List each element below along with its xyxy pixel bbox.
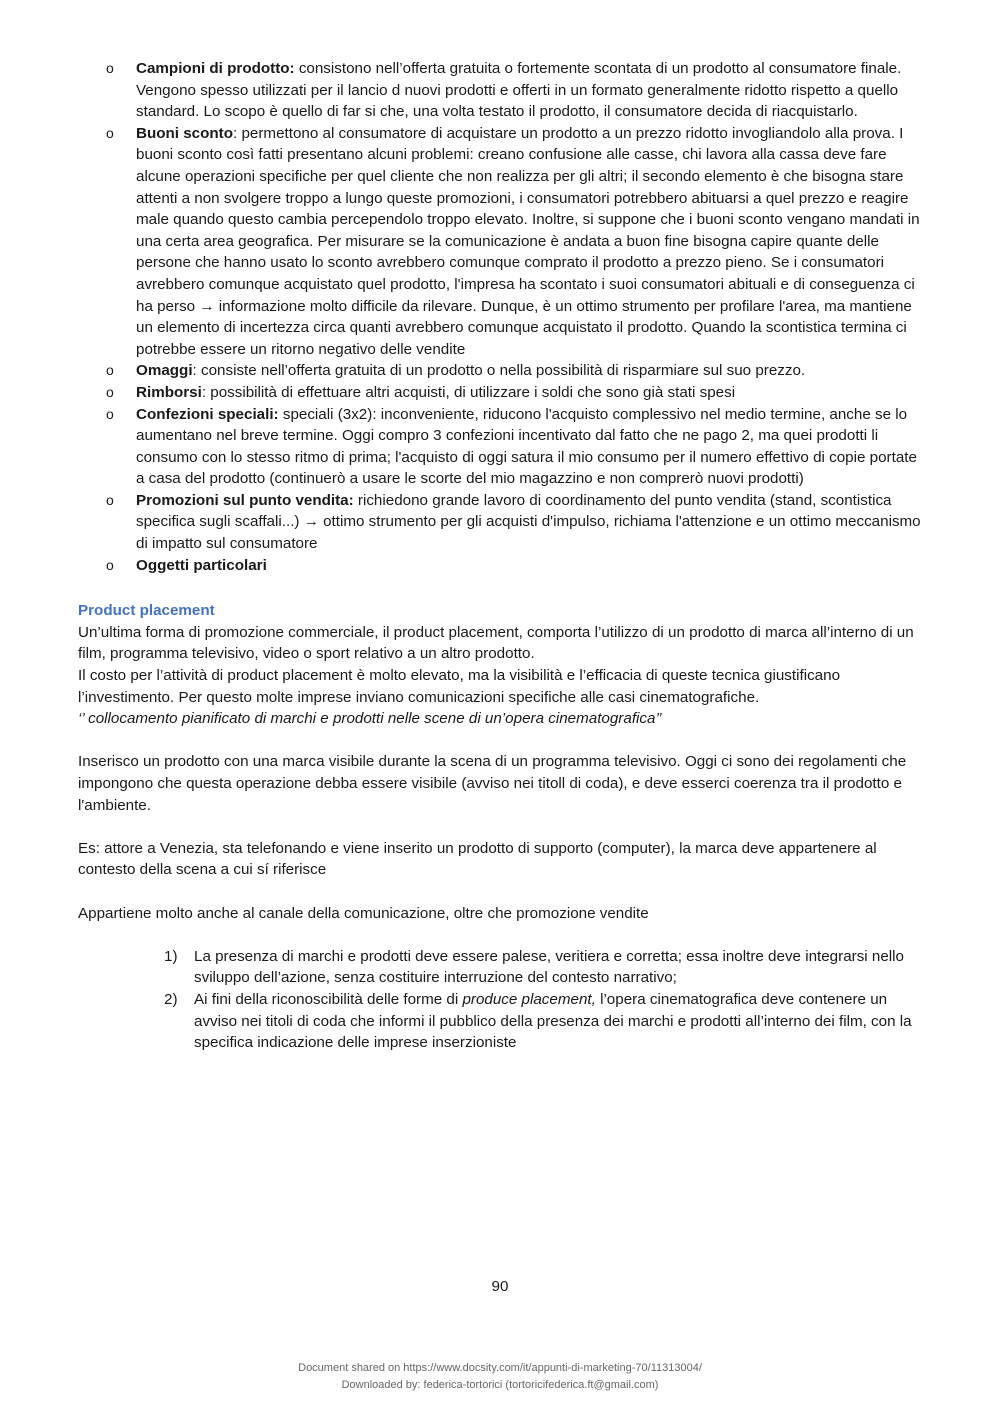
numbered-item — [78, 989, 924, 1054]
paragraph: Es: attore a Venezia, sta telefonando e viene inserito un prodotto di supporto (computer), la marca deve appartenere al contesto della scena a cui sí riferisce — [78, 839, 877, 879]
spacer — [78, 816, 924, 838]
item-text: : consiste nell’offerta gratuita di un prodotto o nella possibilità di risparmiare sul suo prezzo. — [192, 362, 806, 380]
item-title: Confezioni speciali: — [136, 405, 279, 423]
spacer — [78, 881, 924, 903]
spacer — [78, 730, 924, 752]
paragraph: Appartiene molto anche al canale della comunicazione, oltre che promozione vendite — [78, 904, 649, 922]
item-text: richiedono grande lavoro di coordinamento del punto vendita (stand, scontistica specifica sugli scaffali...) → ottimo strumento per gli acquisti d'impulso, richiama l'attenzione e un ottimo meccanismo di impatto sul consumatore — [136, 491, 921, 553]
document-body — [78, 58, 924, 1054]
paragraph: Il costo per l’attività di product placement è molto elevato, ma la visibilità e l’efficacia di queste tecnica giustificano l’investimento. Per questo molte imprese inviano comunicazioni specifiche alle casi cinematografiche. — [78, 667, 841, 706]
footer-share-link[interactable]: Document shared on https://www.docsity.com/it/appunti-di-marketing-70/11313004/ — [298, 1362, 702, 1374]
bullet-marker: o — [106, 362, 114, 379]
item-title: Rimborsi — [136, 383, 202, 401]
spacer — [78, 924, 924, 946]
page-number: 90 — [491, 1278, 509, 1295]
item-text: : possibilità di effettuare altri acquisti, di utilizzare i soldi che sono già stati spesi — [201, 383, 736, 401]
item-number: 2) — [164, 990, 178, 1008]
list-item — [78, 360, 924, 382]
list-item — [78, 555, 924, 577]
rules-list — [78, 946, 924, 1054]
item-title: Oggetti particolari — [136, 556, 267, 574]
bullet-marker: o — [106, 124, 114, 141]
bullet-marker: o — [106, 383, 114, 400]
item-text: : permettono al consumatore di acquistare un prodotto a un prezzo ridotto invogliandolo alla prova. I buoni sconto così fatti presentano alcuni problemi: creano confusione alle casse, chi lavora alla cassa deve fare alcune operazioni specifiche per quel cliente che non realizza per gli altri; il secondo elemento è che bisogna stare attenti a non svolgere troppo a lungo queste promozioni, i consumatori potrebbero abituarsi a quel prezzo e reagire male quando questo cambia percependolo troppo elevato. Inoltre, si suppone che i buoni sconto vengano mandati in una certa area geografica. Per misurare se la comunicazione è andata a buon fine bisogna capire quante delle persone che hanno usato lo sconto avrebbero comunque comprato il prodotto a prezzo pieno. Se i consumatori avrebbero comunque acquistato quel prodotto, l'impresa ha scontato i suoi consumatori abituali e di conseguenza ci ha perso → informazione molto difficile da rilevare. Dunque, è un ottimo strumento per profilare l'area, ma mantiene un elemento di incertezza circa quanti avrebbero comunque acquistato il prodotto. Quando la scontistica termina ci potrebbe essere un ritorno negativo delle vendite — [136, 124, 920, 358]
item-text: consistono nell’offerta gratuita o fortemente scontata di un prodotto al consumatore finale. Vengono spesso utilizzati per il lancio d nuovi prodotti e offerti in un formato generalmente ridotto rispetto a quello standard. Lo scopo è quello di far si che, una volta testato il prodotto, il consumatore decida di riacquistarlo. — [136, 60, 902, 121]
paragraph: Un’ultima forma di promozione commerciale, il product placement, comporta l’utilizzo di un prodotto di marca all’interno di un film, programma televisivo, video o sport relativo a un altro prodotto. — [78, 623, 914, 663]
list-item — [78, 404, 924, 490]
item-title: Campioni di prodotto: — [136, 60, 295, 77]
item-text-italic: produce placement, — [462, 990, 596, 1008]
item-title: Buoni sconto — [136, 124, 234, 142]
item-text: speciali (3x2): inconveniente, riducono l'acquisto complessivo nel medio termine, anche se lo aumentano nel breve termine. Oggi compro 3 confezioni incentivato dal fatto che ne pago 2, ma quei prodotti li consumo con lo stesso ritmo di prima; l'acquisto di oggi satura il mio consumo per il numero effettivo di copie portate a casa del prodotto (continuerò a usare le scorte del mio magazzino e non comprerò nuovi prodotti) — [136, 405, 917, 488]
list-item — [78, 58, 924, 123]
item-text-pre: Ai fini della riconoscibilità delle forme di — [194, 990, 463, 1008]
item-text: La presenza di marchi e prodotti deve essere palese, veritiera e corretta; essa inoltre deve integrarsi nello sviluppo dell’azione, senza costituire interruzione del contesto narrativo; — [194, 947, 904, 987]
item-text-post: l’opera cinematografica deve contenere un avviso nei titoli di coda che informi il pubblico della presenza dei marchi e prodotti all’interno dei film, con la specifica indicazione delle imprese inserzioniste — [194, 990, 912, 1052]
numbered-item — [78, 946, 924, 989]
paragraph: Inserisco un prodotto con una marca visibile durante la scena di un programma televisivo. Oggi ci sono dei regolamenti che impongono che questa operazione debba essere visibile (avviso nei titoll di coda), e deve esserci coerenza tra il prodotto e l'ambiente. — [78, 753, 907, 814]
bullet-marker: o — [106, 491, 114, 508]
definition-quote: ‘’ collocamento pianificato di marchi e prodotti nelle scene di un’opera cinematografica’’ — [78, 710, 662, 728]
item-title: Omaggi — [136, 362, 193, 380]
document-footer — [0, 1360, 1000, 1394]
section-heading: Product placement — [78, 602, 215, 620]
bullet-marker: o — [106, 60, 114, 76]
list-item — [78, 123, 924, 361]
footer-download-info: Downloaded by: federica-tortorici (tortoricifederica.ft@gmail.com) — [341, 1379, 659, 1391]
item-number: 1) — [164, 947, 178, 965]
promotion-list — [78, 58, 924, 576]
bullet-marker: o — [106, 405, 114, 422]
item-title: Promozioni sul punto vendita: — [136, 491, 354, 509]
bullet-marker: o — [106, 556, 114, 573]
list-item — [78, 490, 924, 555]
list-item — [78, 382, 924, 404]
